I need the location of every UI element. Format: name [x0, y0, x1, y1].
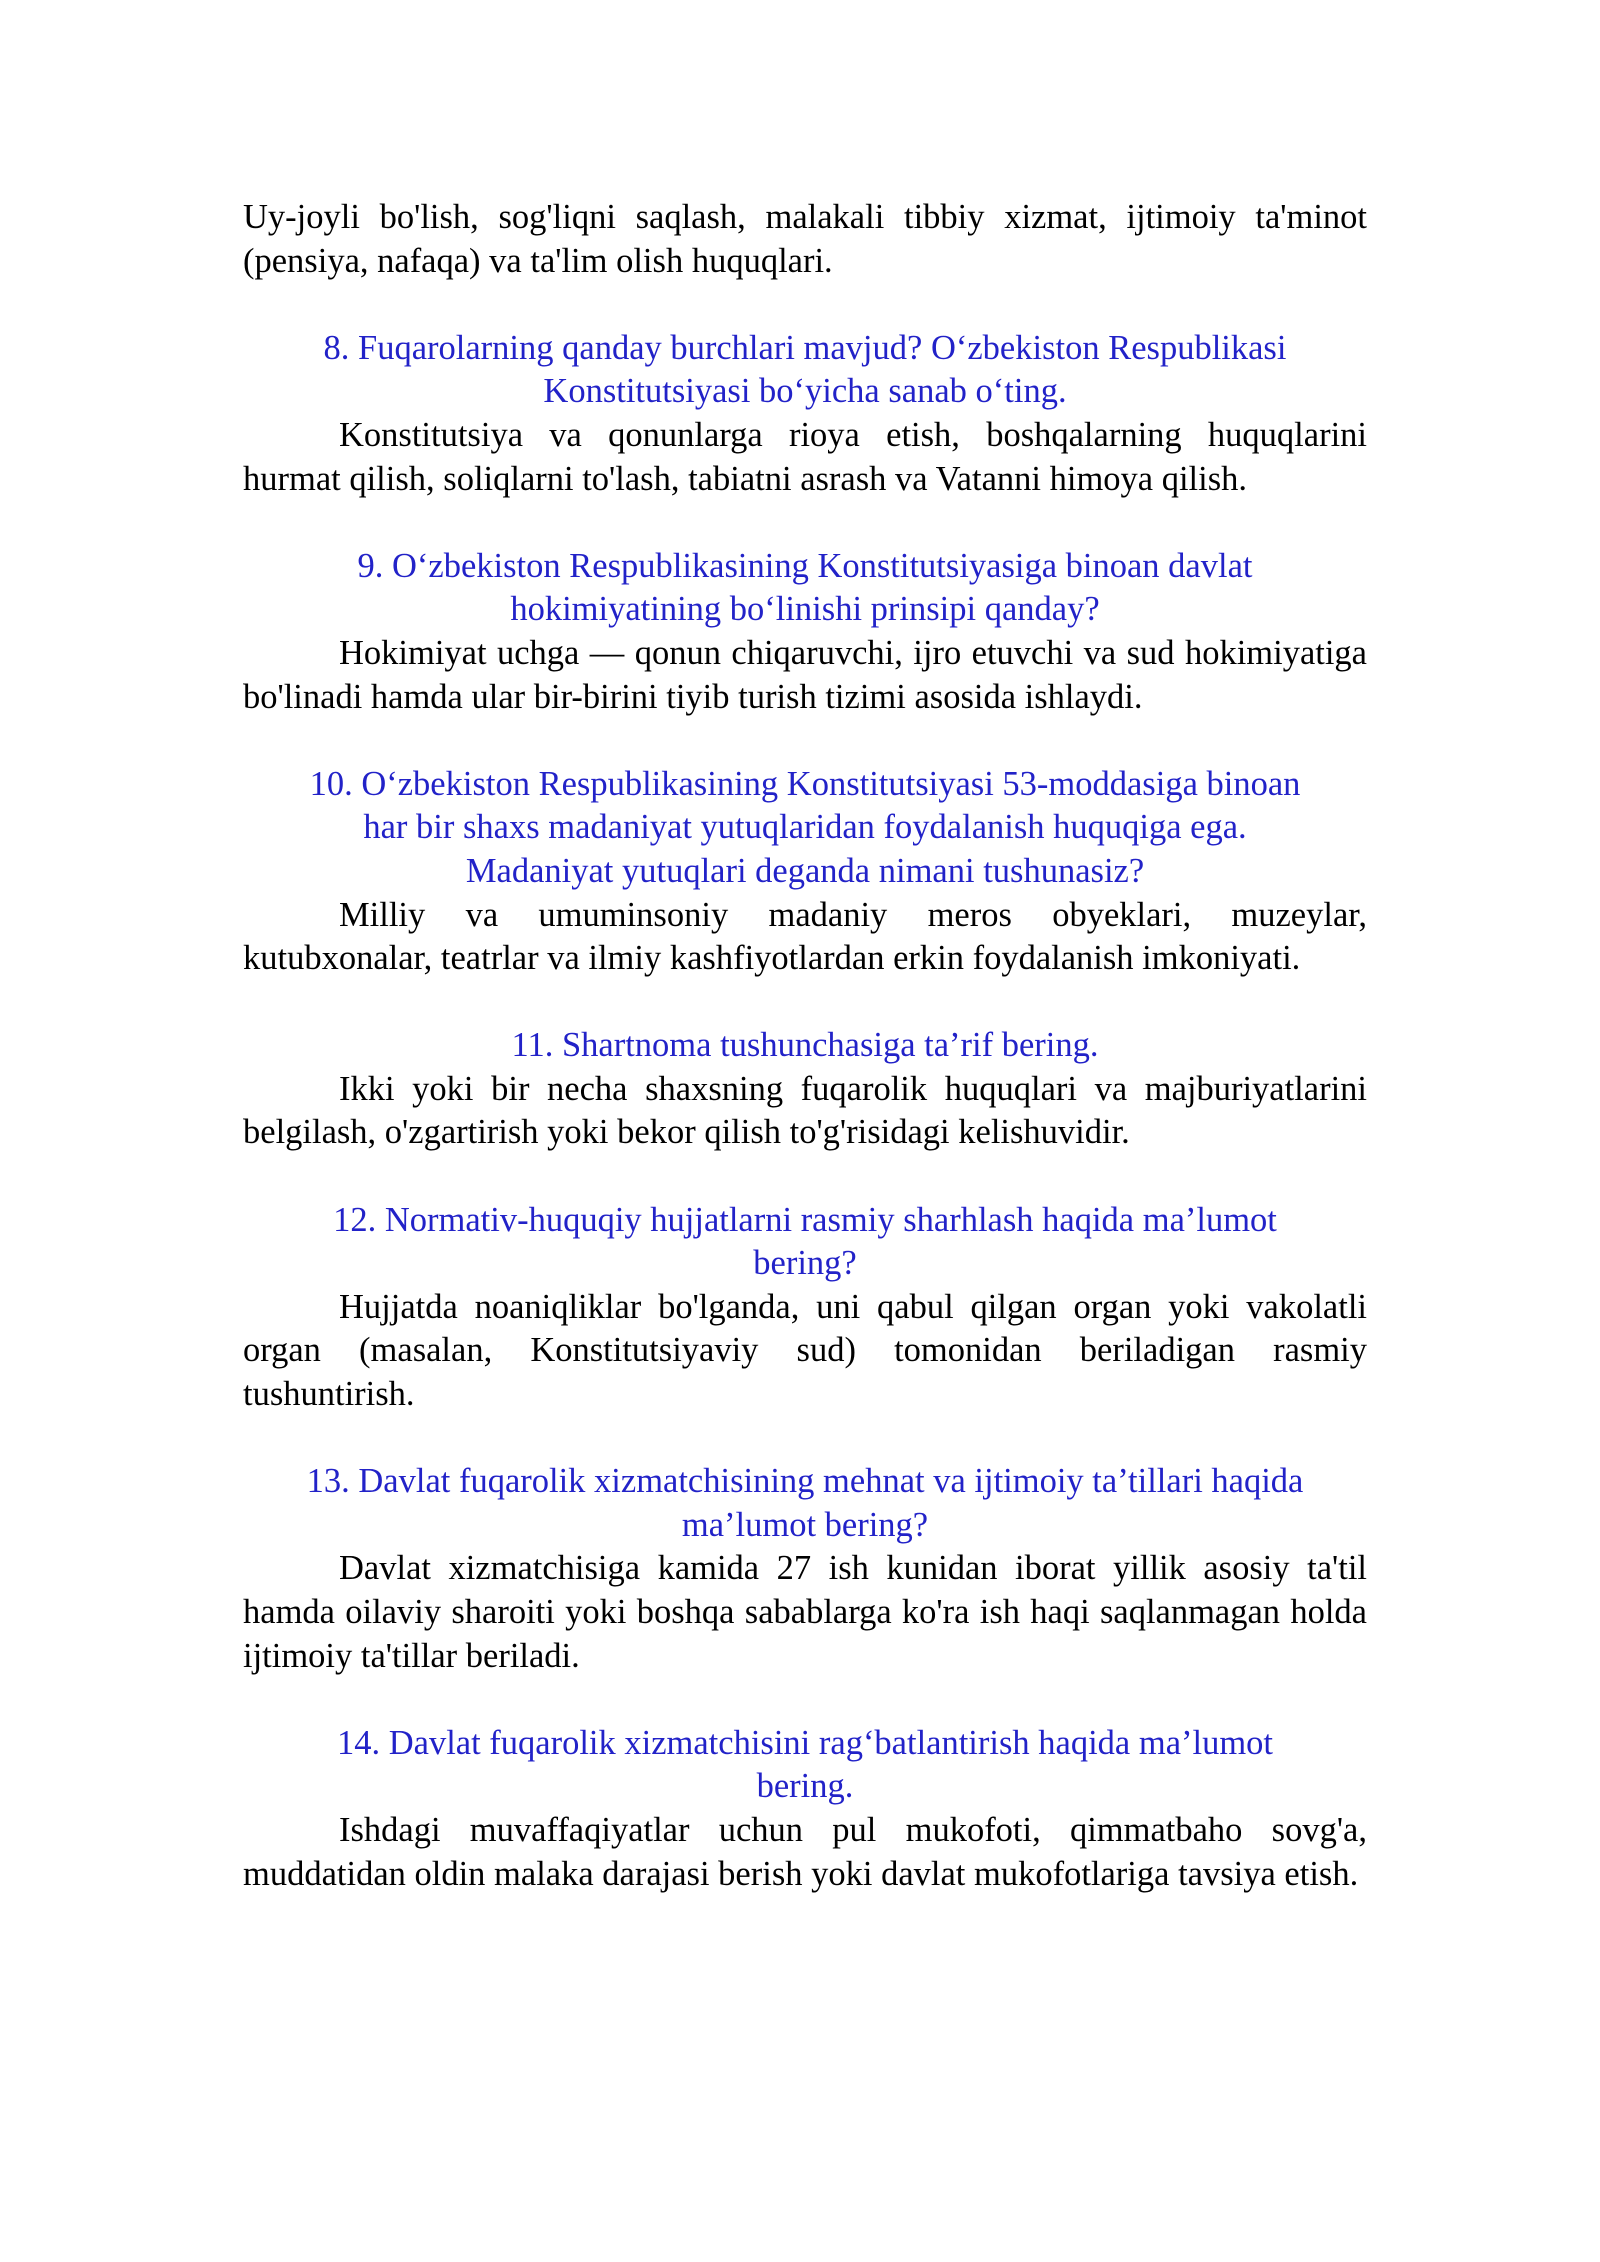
question-8-line-2: Konstitutsiyasi bo‘yicha sanab o‘ting.: [543, 372, 1067, 411]
question-14-line-2: bering.: [756, 1767, 854, 1806]
answer-9: Hokimiyat uchga — qonun chiqaruvchi, ijro etuvchi va sud hokimiyatiga bo'linadi hamda ular bir-birini tiyib turish tizimi asosida ishlaydi.: [243, 633, 1367, 716]
question-12-line-2: bering?: [753, 1244, 857, 1283]
answer-10: Milliy va umuminsoniy madaniy meros obyeklari, muzeylar, kutubxonalar, teatrlar va ilmiy kashfiyotlardan erkin foydalanish imkoniyati.: [243, 895, 1367, 978]
question-10: [243, 763, 1367, 894]
question-10-line-1: 10. O‘zbekiston Respublikasining Konstitutsiyasi 53-moddasiga binoan: [309, 764, 1301, 803]
question-13-line-1: 13. Davlat fuqarolik xizmatchisining mehnat va ijtimoiy ta’tillari haqida: [306, 1462, 1304, 1501]
answer-11: Ikki yoki bir necha shaxsning fuqarolik huquqlari va majburiyatlarini belgilash, o'zgartirish yoki bekor qilish to'g'risidagi kelishuvidir.: [243, 1069, 1367, 1152]
question-11: [243, 1024, 1367, 1068]
document-page: [243, 196, 1367, 1896]
answer-14: Ishdagi muvaffaqiyatlar uchun pul mukofoti, qimmatbaho sovg'a, muddatidan oldin malaka darajasi berish yoki davlat mukofotlariga tavsiya etish.: [243, 1810, 1367, 1893]
qa-item-14: [243, 1722, 1367, 1896]
question-8-line-1: 8. Fuqarolarning qanday burchlari mavjud? O‘zbekiston Respublikasi: [323, 328, 1287, 367]
question-14: [243, 1722, 1367, 1809]
question-10-line-2: har bir shaxs madaniyat yutuqlaridan foydalanish huquqiga ega.: [363, 808, 1247, 847]
answer-8: Konstitutsiya va qonunlarga rioya etish, boshqalarning huquqlarini hurmat qilish, soliqlarni to'lash, tabiatni asrash va Vatanni himoya qilish.: [243, 415, 1367, 498]
question-12: [243, 1199, 1367, 1286]
qa-item-11: [243, 1024, 1367, 1155]
question-14-line-1: 14. Davlat fuqarolik xizmatchisini rag‘batlantirish haqida ma’lumot: [336, 1723, 1274, 1762]
question-12-line-1: 12. Normativ-huquqiy hujjatlarni rasmiy sharhlash haqida ma’lumot: [333, 1200, 1277, 1239]
question-13-line-2: ma’lumot bering?: [681, 1505, 929, 1544]
question-13: [243, 1460, 1367, 1547]
question-11-line-1: 11. Shartnoma tushunchasiga ta’rif bering.: [511, 1026, 1099, 1065]
intro-answer: Uy-joyli bo'lish, sog'liqni saqlash, malakali tibbiy xizmat, ijtimoiy ta'minot (pensiya, nafaqa) va ta'lim olish huquqlari.: [243, 198, 1367, 280]
question-10-line-3: Madaniyat yutuqlari deganda nimani tushunasiz?: [465, 851, 1145, 890]
question-9: [243, 545, 1367, 632]
qa-item-10: [243, 763, 1367, 981]
qa-item-8: [243, 327, 1367, 501]
question-9-line-2: hokimiyatining bo‘linishi prinsipi qanday?: [510, 590, 1100, 629]
answer-12: Hujjatda noaniqliklar bo'lganda, uni qabul qilgan organ yoki vakolatli organ (masalan, Konstitutsiyaviy sud) tomonidan beriladigan rasmiy tushuntirish.: [243, 1287, 1367, 1414]
qa-item-12: [243, 1199, 1367, 1417]
question-9-line-1: 9. O‘zbekiston Respublikasining Konstitutsiyasiga binoan davlat: [357, 546, 1253, 585]
qa-item-13: [243, 1460, 1367, 1678]
qa-item-9: [243, 545, 1367, 719]
answer-13: Davlat xizmatchisiga kamida 27 ish kunidan iborat yillik asosiy ta'til hamda oilaviy sharoiti yoki boshqa sabablarga ko'ra ish haqi saqlanmagan holda ijtimoiy ta'tillar beriladi.: [243, 1549, 1367, 1675]
question-8: [243, 327, 1367, 414]
